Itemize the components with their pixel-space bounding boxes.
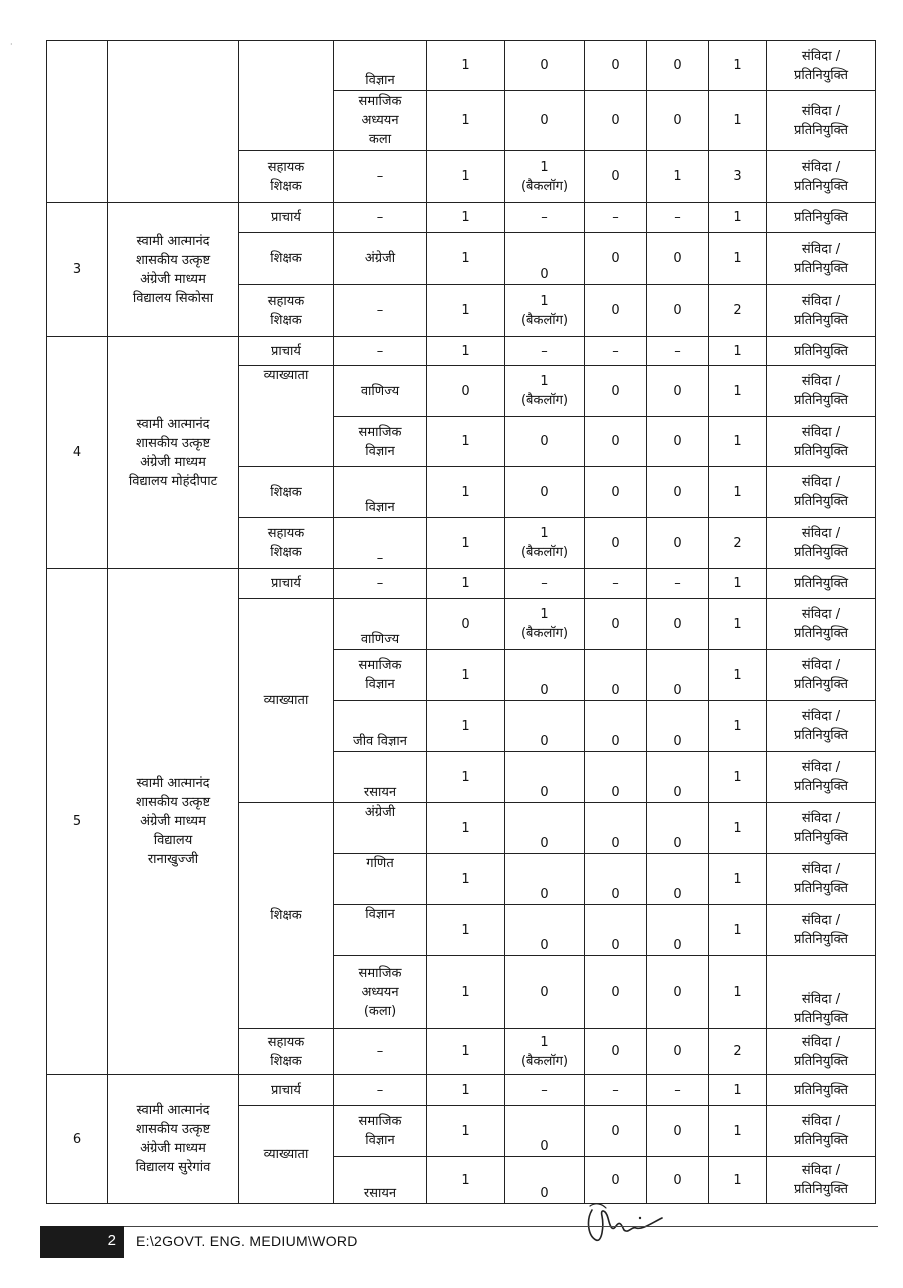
table-cell: 0 — [585, 905, 647, 956]
table-cell: 0 — [585, 366, 647, 417]
table-cell: 1 — [427, 752, 505, 803]
table-cell: 1 — [709, 752, 767, 803]
table-cell: संविदा / प्रतिनियुक्ति — [767, 91, 876, 151]
table-cell: 0 — [647, 518, 709, 569]
table-cell: व्याख्याता — [239, 366, 334, 467]
table-cell: 0 — [585, 650, 647, 701]
table-cell: प्रतिनियुक्ति — [767, 1075, 876, 1106]
table-cell: – — [585, 337, 647, 366]
table-cell: – — [585, 569, 647, 599]
table-cell: 0 — [585, 285, 647, 337]
table-cell: प्राचार्य — [239, 203, 334, 233]
table-cell: 1 — [427, 905, 505, 956]
table-cell: 1 — [427, 233, 505, 285]
table-cell: 1 — [427, 417, 505, 467]
table-cell: 1 (बैकलॉग) — [505, 366, 585, 417]
table-cell: संविदा / प्रतिनियुक्ति — [767, 366, 876, 417]
table-cell: – — [505, 337, 585, 366]
table-cell: 1 — [427, 650, 505, 701]
table-cell: 1 — [709, 41, 767, 91]
table-cell: 0 — [505, 91, 585, 151]
table-cell: वाणिज्य — [334, 599, 427, 650]
table-cell: 1 (बैकलॉग) — [505, 518, 585, 569]
table-cell: स्वामी आत्मानंद शासकीय उत्कृष्ट अंग्रेजी माध्यम विद्यालय सिकोसा — [108, 203, 239, 337]
table-cell: 1 — [709, 1075, 767, 1106]
table-cell: 1 — [427, 701, 505, 752]
table-cell: 0 — [585, 1106, 647, 1157]
table-cell — [239, 41, 334, 151]
table-cell: 1 — [647, 151, 709, 203]
table-cell: – — [647, 203, 709, 233]
table-cell: 0 — [505, 233, 585, 285]
table-cell: संविदा / प्रतिनियुक्ति — [767, 467, 876, 518]
table-cell: समाजिक अध्ययन (कला) — [334, 956, 427, 1029]
table-cell: 0 — [647, 91, 709, 151]
table-cell: समाजिक विज्ञान — [334, 1106, 427, 1157]
table-cell: संविदा / प्रतिनियुक्ति — [767, 417, 876, 467]
table-cell: 2 — [709, 518, 767, 569]
table-cell: 2 — [709, 1029, 767, 1075]
table-cell: 0 — [647, 233, 709, 285]
table-cell: 1 — [709, 854, 767, 905]
table-cell: स्वामी आत्मानंद शासकीय उत्कृष्ट अंग्रेजी माध्यम विद्यालय मोहंदीपाट — [108, 337, 239, 569]
table-cell: 0 — [505, 650, 585, 701]
table-cell: व्याख्याता — [239, 1106, 334, 1204]
table-cell: 1 — [709, 467, 767, 518]
table-cell: 1 — [427, 285, 505, 337]
table-cell: विज्ञान — [334, 41, 427, 91]
table-cell: विज्ञान — [334, 467, 427, 518]
page-footer — [40, 1226, 878, 1258]
table-cell: 1 (बैकलॉग) — [505, 285, 585, 337]
table-cell: 0 — [505, 41, 585, 91]
table-cell: शिक्षक — [239, 233, 334, 285]
table-cell: 0 — [427, 599, 505, 650]
table-cell: 1 — [427, 1029, 505, 1075]
table-cell: – — [334, 151, 427, 203]
table-cell: 0 — [505, 752, 585, 803]
table-cell: – — [334, 1029, 427, 1075]
table-cell: समाजिक विज्ञान — [334, 650, 427, 701]
table-cell: प्राचार्य — [239, 569, 334, 599]
table-cell: अंग्रेजी — [334, 803, 427, 854]
table-cell: 1 — [709, 650, 767, 701]
table-cell: 0 — [647, 417, 709, 467]
footer-rule — [124, 1226, 878, 1227]
table-cell: 0 — [647, 803, 709, 854]
table-cell: संविदा / प्रतिनियुक्ति — [767, 41, 876, 91]
table-cell: 1 — [709, 956, 767, 1029]
table-cell: – — [647, 337, 709, 366]
table-cell: 1 — [709, 91, 767, 151]
table-cell: समाजिक विज्ञान — [334, 417, 427, 467]
table-cell: 1 — [709, 233, 767, 285]
table-cell: संविदा / प्रतिनियुक्ति — [767, 854, 876, 905]
table-cell: 0 — [585, 1157, 647, 1204]
table-cell: – — [647, 569, 709, 599]
vacancy-table-body — [47, 41, 876, 1204]
page-number-block — [40, 1226, 124, 1258]
table-cell: 3 — [47, 203, 108, 337]
table-cell: 0 — [585, 41, 647, 91]
table-cell: 0 — [647, 599, 709, 650]
table-cell: 0 — [647, 650, 709, 701]
table-cell: 0 — [505, 803, 585, 854]
table-cell: 0 — [505, 905, 585, 956]
table-cell: 0 — [585, 956, 647, 1029]
table-cell: 1 — [427, 518, 505, 569]
table-cell: – — [585, 203, 647, 233]
table-cell: 1 — [709, 337, 767, 366]
table-cell: 0 — [647, 285, 709, 337]
table-cell: शिक्षक — [239, 803, 334, 1029]
table-cell: सहायक शिक्षक — [239, 518, 334, 569]
table-cell: 1 — [427, 1157, 505, 1204]
scan-speck: · — [10, 40, 13, 49]
table-cell: विज्ञान — [334, 905, 427, 956]
table-cell: 0 — [585, 417, 647, 467]
page-number: 2 — [107, 1232, 116, 1249]
table-cell: संविदा / प्रतिनियुक्ति — [767, 1029, 876, 1075]
table-cell: प्राचार्य — [239, 1075, 334, 1106]
table-cell: – — [334, 285, 427, 337]
table-row — [47, 203, 876, 233]
table-cell: 0 — [585, 752, 647, 803]
table-cell: 1 — [427, 854, 505, 905]
table-cell: जीव विज्ञान — [334, 701, 427, 752]
table-cell: 1 — [709, 366, 767, 417]
table-cell: संविदा / प्रतिनियुक्ति — [767, 650, 876, 701]
table-cell: संविदा / प्रतिनियुक्ति — [767, 956, 876, 1029]
vacancy-table — [46, 40, 876, 1204]
table-cell: प्रतिनियुक्ति — [767, 203, 876, 233]
table-cell: सहायक शिक्षक — [239, 285, 334, 337]
table-cell: 1 — [427, 91, 505, 151]
table-cell: 1 — [427, 569, 505, 599]
table-cell: 0 — [585, 803, 647, 854]
file-path: E:\2GOVT. ENG. MEDIUM\WORD — [136, 1233, 358, 1249]
table-cell: 0 — [647, 1029, 709, 1075]
table-cell: सहायक शिक्षक — [239, 151, 334, 203]
table-cell: 1 (बैकलॉग) — [505, 1029, 585, 1075]
table-cell: संविदा / प्रतिनियुक्ति — [767, 599, 876, 650]
table-cell: संविदा / प्रतिनियुक्ति — [767, 285, 876, 337]
table-cell: 2 — [709, 285, 767, 337]
table-cell: व्याख्याता — [239, 599, 334, 803]
table-cell: 0 — [505, 701, 585, 752]
table-cell — [47, 41, 108, 203]
table-cell: 0 — [585, 701, 647, 752]
table-cell: – — [334, 1075, 427, 1106]
table-cell: 1 — [709, 599, 767, 650]
table-cell: संविदा / प्रतिनियुक्ति — [767, 701, 876, 752]
table-cell: प्राचार्य — [239, 337, 334, 366]
table-cell: 0 — [585, 151, 647, 203]
table-row — [47, 569, 876, 599]
table-cell: संविदा / प्रतिनियुक्ति — [767, 233, 876, 285]
table-cell: रसायन — [334, 1157, 427, 1204]
table-cell: 0 — [647, 467, 709, 518]
table-cell: 0 — [647, 1106, 709, 1157]
table-cell: 0 — [585, 1029, 647, 1075]
table-cell: 0 — [505, 417, 585, 467]
table-cell: प्रतिनियुक्ति — [767, 569, 876, 599]
table-cell: 0 — [647, 1157, 709, 1204]
table-cell: 1 — [427, 1106, 505, 1157]
table-cell: सहायक शिक्षक — [239, 1029, 334, 1075]
table-cell: 5 — [47, 569, 108, 1075]
table-cell: – — [334, 518, 427, 569]
table-cell: स्वामी आत्मानंद शासकीय उत्कृष्ट अंग्रेजी माध्यम विद्यालय सुरेगांव — [108, 1075, 239, 1204]
table-cell: 0 — [647, 701, 709, 752]
table-cell: अंग्रेजी — [334, 233, 427, 285]
table-cell: 1 — [709, 905, 767, 956]
table-cell: 1 — [427, 803, 505, 854]
table-cell: 1 — [427, 467, 505, 518]
table-cell: 1 — [427, 203, 505, 233]
table-cell: 1 — [709, 203, 767, 233]
table-cell: संविदा / प्रतिनियुक्ति — [767, 1157, 876, 1204]
table-row — [47, 337, 876, 366]
table-cell: – — [647, 1075, 709, 1106]
table-cell: संविदा / प्रतिनियुक्ति — [767, 518, 876, 569]
table-cell: 1 — [709, 1157, 767, 1204]
table-cell: 6 — [47, 1075, 108, 1204]
table-cell: – — [334, 569, 427, 599]
table-cell: समाजिक अध्ययन कला — [334, 91, 427, 151]
table-cell: 0 — [427, 366, 505, 417]
table-cell: 1 — [427, 151, 505, 203]
table-cell: 0 — [585, 467, 647, 518]
table-cell: रसायन — [334, 752, 427, 803]
table-cell: 1 — [709, 701, 767, 752]
table-cell: 1 (बैकलॉग) — [505, 151, 585, 203]
table-cell: – — [334, 203, 427, 233]
table-cell: 0 — [647, 41, 709, 91]
table-cell: संविदा / प्रतिनियुक्ति — [767, 1106, 876, 1157]
table-cell: 0 — [585, 854, 647, 905]
table-cell: 3 — [709, 151, 767, 203]
table-cell: 0 — [505, 1106, 585, 1157]
table-cell: 0 — [505, 1157, 585, 1204]
table-cell: 0 — [505, 956, 585, 1029]
table-cell: 0 — [647, 752, 709, 803]
table-cell: 0 — [505, 467, 585, 518]
table-cell: प्रतिनियुक्ति — [767, 337, 876, 366]
table-cell: 1 — [709, 569, 767, 599]
table-cell: 0 — [647, 366, 709, 417]
table-cell: 0 — [585, 91, 647, 151]
table-cell: 1 — [709, 417, 767, 467]
table-row — [47, 41, 876, 91]
table-cell: स्वामी आत्मानंद शासकीय उत्कृष्ट अंग्रेजी माध्यम विद्यालय रानाखुज्जी — [108, 569, 239, 1075]
table-cell: 1 — [709, 1106, 767, 1157]
table-cell: 0 — [647, 905, 709, 956]
table-cell: – — [585, 1075, 647, 1106]
table-cell: 1 — [427, 41, 505, 91]
table-cell: 0 — [647, 956, 709, 1029]
table-cell — [108, 41, 239, 203]
table-row — [47, 1075, 876, 1106]
table-cell: 1 — [709, 803, 767, 854]
table-cell: – — [505, 569, 585, 599]
table-cell: शिक्षक — [239, 467, 334, 518]
table-cell: संविदा / प्रतिनियुक्ति — [767, 752, 876, 803]
table-cell: 1 — [427, 337, 505, 366]
table-cell: 1 (बैकलॉग) — [505, 599, 585, 650]
table-cell: 0 — [585, 518, 647, 569]
table-cell: 0 — [585, 599, 647, 650]
table-cell: – — [334, 337, 427, 366]
table-cell: – — [505, 203, 585, 233]
table-cell: 0 — [647, 854, 709, 905]
table-cell: गणित — [334, 854, 427, 905]
table-cell: संविदा / प्रतिनियुक्ति — [767, 905, 876, 956]
table-cell: संविदा / प्रतिनियुक्ति — [767, 151, 876, 203]
table-cell: 0 — [585, 233, 647, 285]
table-cell: 0 — [505, 854, 585, 905]
table-cell: संविदा / प्रतिनियुक्ति — [767, 803, 876, 854]
table-cell: – — [505, 1075, 585, 1106]
table-cell: 1 — [427, 956, 505, 1029]
table-cell: वाणिज्य — [334, 366, 427, 417]
table-cell: 1 — [427, 1075, 505, 1106]
table-cell: 4 — [47, 337, 108, 569]
